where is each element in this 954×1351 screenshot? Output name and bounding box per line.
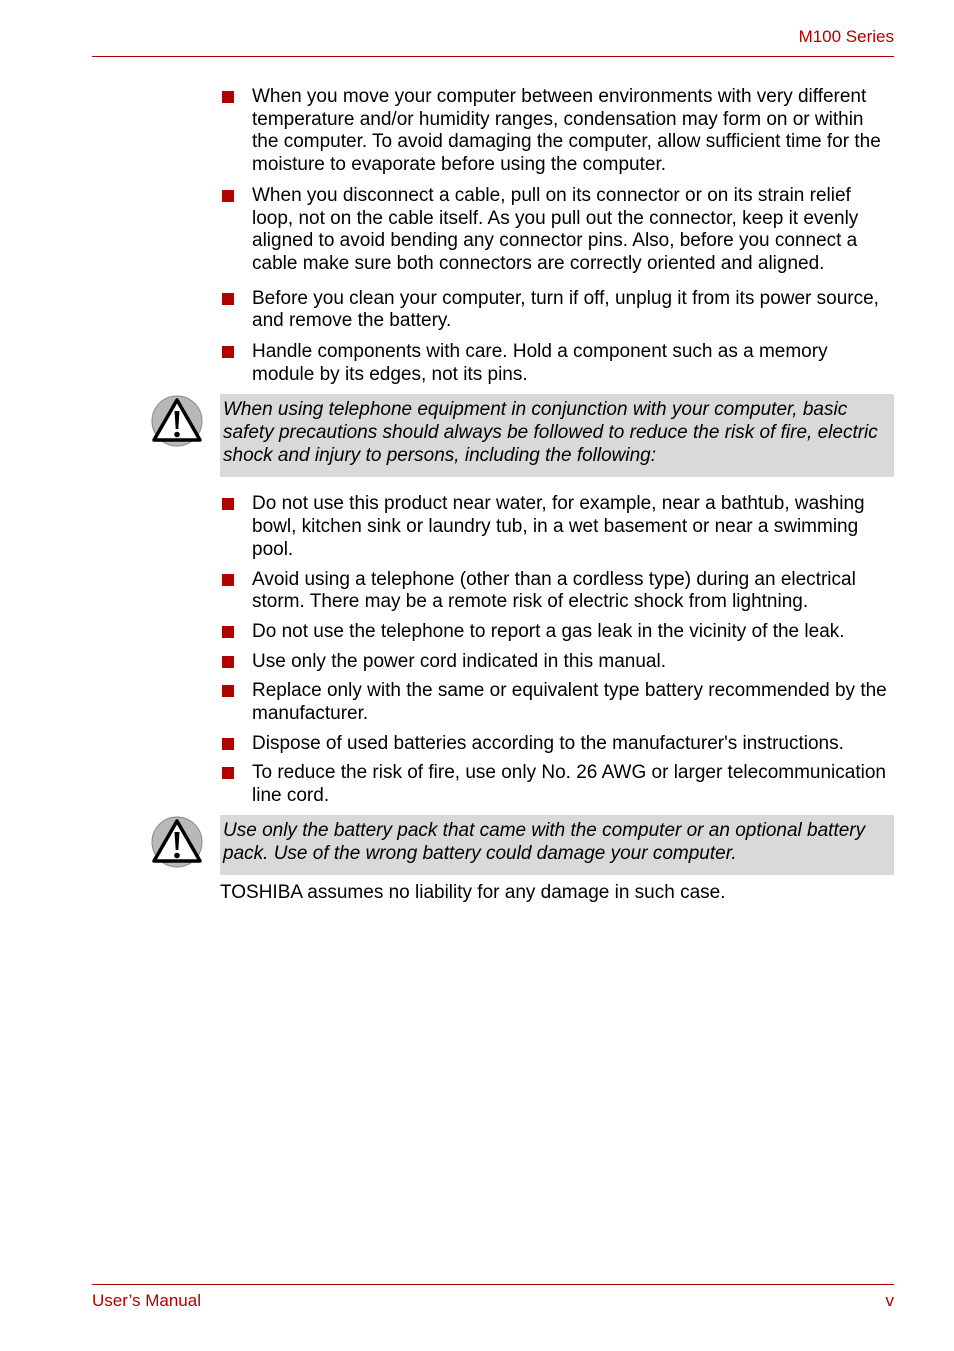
list-item: Use only the power cord indicated in this manual. xyxy=(220,651,894,674)
bullet-square-icon xyxy=(222,574,234,586)
list-item: Handle components with care. Hold a component such as a memory module by its edges, not its pins. xyxy=(220,341,894,386)
footer-manual-title: User’s Manual xyxy=(92,1291,201,1310)
list-item: Do not use the telephone to report a gas leak in the vicinity of the leak. xyxy=(220,621,894,644)
bullet-square-icon xyxy=(222,190,234,202)
caution-note xyxy=(220,394,894,477)
list-item: When you disconnect a cable, pull on its connector or on its strain relief loop, not on the cable itself. As you pull out the connector, keep it evenly aligned to avoid bending any connector pins. Also, before you connect a cable make sure both connectors are correctly oriented and aligned. xyxy=(220,185,894,276)
caution-text: Use only the battery pack that came with the computer or an optional battery pack. Use of the wrong battery could damage your computer. xyxy=(220,815,894,875)
list-item: Before you clean your computer, turn if off, unplug it from its power source, and remove the battery. xyxy=(220,288,894,333)
bullet-list-2 xyxy=(220,493,894,807)
caution-text: When using telephone equipment in conjunction with your computer, basic safety precautions should always be followed to reduce the risk of fire, electric shock and injury to persons, including the following: xyxy=(220,394,894,477)
list-item: Do not use this product near water, for example, near a bathtub, washing bowl, kitchen sink or laundry tub, in a wet basement or near a swimming pool. xyxy=(220,493,894,561)
bullet-square-icon xyxy=(222,767,234,779)
footer-rule xyxy=(92,1284,894,1285)
list-item: Replace only with the same or equivalent type battery recommended by the manufacturer. xyxy=(220,680,894,725)
bullet-square-icon xyxy=(222,685,234,697)
bullet-square-icon xyxy=(222,91,234,103)
page-number: v xyxy=(885,1291,894,1310)
bullet-square-icon xyxy=(222,293,234,305)
caution-note xyxy=(220,815,894,875)
list-item: When you move your computer between environments with very different temperature and/or humidity ranges, condensation may form on or within the computer. To avoid damaging the computer, allow sufficient time for the moisture to evaporate before using the computer. xyxy=(220,86,894,177)
list-item: To reduce the risk of fire, use only No. 26 AWG or larger telecommunication line cord. xyxy=(220,762,894,807)
list-item: Avoid using a telephone (other than a cordless type) during an electrical storm. There may be a remote risk of electric shock from lightning. xyxy=(220,569,894,614)
bullet-square-icon xyxy=(222,626,234,638)
caution-icon xyxy=(150,394,204,448)
bullet-square-icon xyxy=(222,346,234,358)
header-rule xyxy=(92,56,894,57)
page-content xyxy=(220,86,894,904)
bullet-list-1 xyxy=(220,86,894,386)
liability-statement: TOSHIBA assumes no liability for any damage in such case. xyxy=(220,881,726,903)
list-item: Dispose of used batteries according to the manufacturer's instructions. xyxy=(220,733,894,756)
bullet-square-icon xyxy=(222,498,234,510)
bullet-square-icon xyxy=(222,738,234,750)
header-title: M100 Series xyxy=(798,27,894,46)
bullet-square-icon xyxy=(222,656,234,668)
caution-icon xyxy=(150,815,204,869)
